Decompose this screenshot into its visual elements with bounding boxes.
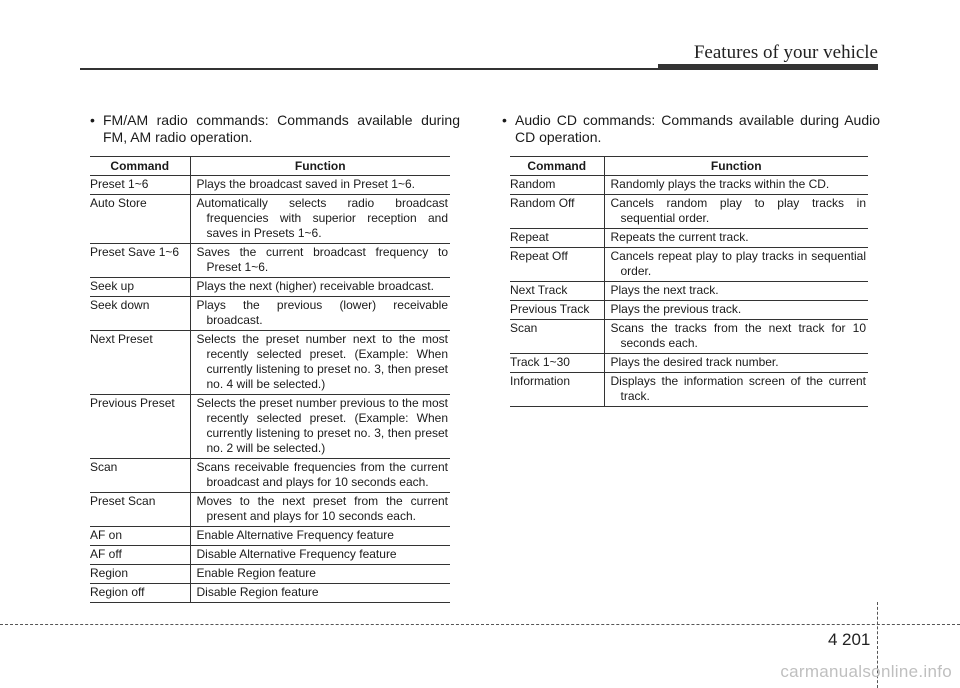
- audio-cd-command-table: [510, 156, 868, 407]
- function-cell: [604, 195, 868, 229]
- function-cell: [190, 278, 450, 297]
- command-cell: Random Off: [510, 195, 604, 229]
- command-cell: Scan: [510, 320, 604, 354]
- command-cell: Repeat Off: [510, 248, 604, 282]
- audio-cd-intro: [502, 112, 880, 146]
- function-cell: [190, 331, 450, 395]
- command-cell: Preset 1~6: [90, 176, 190, 195]
- footer-rule: [0, 624, 960, 625]
- function-description: Plays the desired track number.: [610, 355, 779, 369]
- function-cell: [604, 301, 868, 320]
- function-description: Selects the preset number previous to the most recently selected preset. (Example: When currently listening to preset no. 3, then preset no. 2 will be selected.): [196, 396, 448, 455]
- function-description: Disable Region feature: [196, 585, 319, 599]
- table-row: [510, 176, 868, 195]
- command-cell: Auto Store: [90, 195, 190, 244]
- bullet: •: [90, 112, 95, 128]
- page-number: 201: [842, 630, 871, 649]
- function-description: Plays the previous (lower) receivable broadcast.: [196, 298, 448, 327]
- function-cell: [190, 459, 450, 493]
- table-header-row: [510, 157, 868, 176]
- function-description: Saves the current broadcast frequency to Preset 1~6.: [196, 245, 448, 274]
- command-cell: Next Preset: [90, 331, 190, 395]
- command-cell: Preset Scan: [90, 493, 190, 527]
- fm-am-command-table: [90, 156, 450, 603]
- function-description: Displays the information screen of the current track.: [610, 374, 866, 403]
- table-header-row: [90, 157, 450, 176]
- function-description: Plays the previous track.: [610, 302, 742, 316]
- function-description: Selects the preset number next to the most recently selected preset. (Example: When currently listening to preset no. 3, then preset no. 4 will be selected.): [196, 332, 448, 391]
- function-cell: [604, 282, 868, 301]
- function-cell: [190, 565, 450, 584]
- function-description: Cancels repeat play to play tracks in sequential order.: [610, 249, 866, 278]
- table-row: [90, 546, 450, 565]
- table-row: [510, 301, 868, 320]
- table-row: [90, 297, 450, 331]
- table-row: [90, 584, 450, 603]
- function-description: Plays the broadcast saved in Preset 1~6.: [196, 177, 415, 191]
- function-cell: [604, 248, 868, 282]
- function-description: Repeats the current track.: [610, 230, 749, 244]
- function-cell: [190, 195, 450, 244]
- function-cell: [190, 546, 450, 565]
- table-row: [510, 195, 868, 229]
- column-header-function: Function: [604, 157, 868, 176]
- column-header-function: Function: [190, 157, 450, 176]
- function-description: Moves to the next preset from the current present and plays for 10 seconds each.: [196, 494, 448, 523]
- function-description: Enable Alternative Frequency feature: [196, 528, 394, 542]
- table-row: [90, 565, 450, 584]
- page-header-title: Features of your vehicle: [693, 42, 878, 63]
- table-row: [510, 373, 868, 407]
- table-row: [90, 527, 450, 546]
- function-cell: [190, 527, 450, 546]
- command-cell: Previous Track: [510, 301, 604, 320]
- function-description: Disable Alternative Frequency feature: [196, 547, 397, 561]
- command-cell: Next Track: [510, 282, 604, 301]
- command-cell: Seek down: [90, 297, 190, 331]
- function-description: Scans the tracks from the next track for 10 seconds each.: [610, 321, 866, 350]
- column-header-command: Command: [90, 157, 190, 176]
- header-rule-accent: [658, 64, 878, 70]
- header-rule: [80, 68, 660, 70]
- function-description: Enable Region feature: [196, 566, 316, 580]
- command-cell: Repeat: [510, 229, 604, 248]
- function-cell: [190, 176, 450, 195]
- command-cell: AF on: [90, 527, 190, 546]
- function-cell: [190, 493, 450, 527]
- function-cell: [604, 354, 868, 373]
- audio-cd-intro-text: Audio CD commands: Commands available during Audio CD operation.: [515, 112, 880, 145]
- function-cell: [190, 244, 450, 278]
- command-cell: Seek up: [90, 278, 190, 297]
- fm-am-intro: [90, 112, 460, 146]
- table-row: [510, 229, 868, 248]
- watermark: carmanualsonline.info: [780, 662, 952, 681]
- command-cell: Region: [90, 565, 190, 584]
- function-description: Cancels random play to play tracks in sequential order.: [610, 196, 866, 225]
- function-cell: [604, 176, 868, 195]
- command-cell: Scan: [90, 459, 190, 493]
- function-cell: [604, 229, 868, 248]
- table-row: [510, 248, 868, 282]
- command-cell: Previous Preset: [90, 395, 190, 459]
- function-description: Plays the next track.: [610, 283, 719, 297]
- audio-cd-command-rows: [510, 176, 868, 407]
- command-cell: Track 1~30: [510, 354, 604, 373]
- command-cell: Preset Save 1~6: [90, 244, 190, 278]
- table-row: [90, 176, 450, 195]
- function-cell: [604, 373, 868, 407]
- function-description: Randomly plays the tracks within the CD.: [610, 177, 830, 191]
- function-description: Plays the next (higher) receivable broadcast.: [196, 279, 434, 293]
- function-description: Scans receivable frequencies from the current broadcast and plays for 10 seconds each.: [196, 460, 448, 489]
- command-cell: Region off: [90, 584, 190, 603]
- function-cell: [190, 584, 450, 603]
- chapter-number: 4: [828, 630, 838, 649]
- table-row: [510, 282, 868, 301]
- table-row: [90, 278, 450, 297]
- command-cell: Random: [510, 176, 604, 195]
- table-row: [510, 354, 868, 373]
- table-row: [90, 459, 450, 493]
- bullet: •: [502, 112, 507, 128]
- function-cell: [190, 395, 450, 459]
- function-cell: [604, 320, 868, 354]
- table-row: [90, 195, 450, 244]
- function-description: Automatically selects radio broadcast frequencies with superior reception and saves in Presets 1~6.: [196, 196, 448, 240]
- fm-am-command-rows: [90, 176, 450, 603]
- command-cell: AF off: [90, 546, 190, 565]
- table-row: [90, 395, 450, 459]
- table-row: [90, 244, 450, 278]
- table-row: [90, 493, 450, 527]
- table-row: [510, 320, 868, 354]
- function-cell: [190, 297, 450, 331]
- command-cell: Information: [510, 373, 604, 407]
- table-row: [90, 331, 450, 395]
- fm-am-intro-text: FM/AM radio commands: Commands available during FM, AM radio operation.: [103, 112, 460, 145]
- column-header-command: Command: [510, 157, 604, 176]
